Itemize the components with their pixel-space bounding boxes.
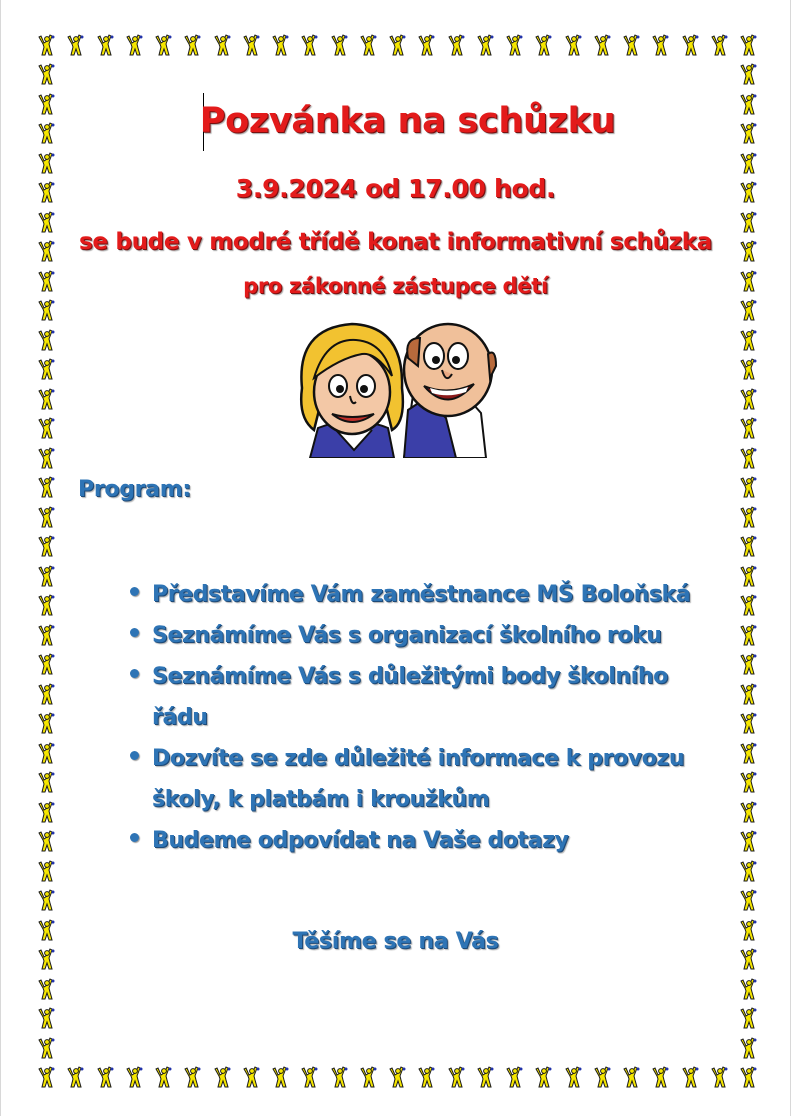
cheering-figure-icon — [741, 35, 757, 55]
bullet-icon — [130, 833, 139, 842]
cheering-figure-icon — [68, 1067, 84, 1087]
cheering-figure-icon — [39, 35, 55, 55]
cheering-figure-icon — [39, 300, 55, 320]
cheering-figure-icon — [39, 477, 55, 497]
cheering-figure-icon — [683, 1067, 699, 1087]
cheering-figure-icon — [302, 1067, 318, 1087]
cheering-figure-icon — [39, 890, 55, 910]
cheering-figure-icon — [215, 1067, 231, 1087]
smiling-couple-illustration — [296, 318, 506, 458]
cheering-figure-icon — [741, 536, 757, 556]
cheering-figure-icon — [741, 979, 757, 999]
cheering-figure-icon — [595, 1067, 611, 1087]
cheering-figure-icon — [39, 595, 55, 615]
cheering-figure-icon — [741, 1067, 757, 1087]
cheering-figure-icon — [39, 979, 55, 999]
cheering-figure-icon — [244, 1067, 260, 1087]
cheering-figure-icon — [741, 772, 757, 792]
cheering-figure-icon — [507, 1067, 523, 1087]
cheering-figure-icon — [302, 35, 318, 55]
cheering-figure-icon — [361, 35, 377, 55]
cheering-figure-icon — [712, 35, 728, 55]
cheering-figure-icon — [741, 477, 757, 497]
bullet-icon — [130, 628, 139, 637]
cheering-figure-icon — [39, 743, 55, 763]
cheering-figure-icon — [741, 713, 757, 733]
cheering-figure-icon — [741, 418, 757, 438]
cheering-figure-icon — [39, 389, 55, 409]
cheering-figure-icon — [741, 1008, 757, 1028]
cheering-figure-icon — [39, 802, 55, 822]
cheering-figure-icon — [244, 35, 260, 55]
cheering-figure-icon — [39, 566, 55, 586]
cheering-figure-icon — [185, 35, 201, 55]
bullet-icon — [130, 751, 139, 760]
cheering-figure-icon — [741, 389, 757, 409]
bullet-icon — [130, 587, 139, 596]
cheering-figure-icon — [98, 1067, 114, 1087]
cheering-figure-icon — [741, 153, 757, 173]
cheering-figure-icon — [449, 1067, 465, 1087]
cheering-figure-icon — [536, 35, 552, 55]
list-item: Seznámíme Vás s organizací školního roku — [128, 615, 708, 656]
cheering-figure-icon — [361, 1067, 377, 1087]
cheering-figure-icon — [741, 625, 757, 645]
cheering-figure-icon — [653, 1067, 669, 1087]
cheering-figure-icon — [39, 1038, 55, 1058]
cheering-figure-icon — [741, 359, 757, 379]
cheering-figure-icon — [39, 861, 55, 881]
cheering-figure-icon — [741, 684, 757, 704]
invitation-line-2: pro zákonné zástupce dětí — [243, 274, 548, 298]
cheering-figure-icon — [741, 1038, 757, 1058]
cheering-figure-icon — [536, 1067, 552, 1087]
cheering-figure-icon — [215, 35, 231, 55]
cheering-figure-icon — [68, 35, 84, 55]
cheering-figure-icon — [595, 35, 611, 55]
meeting-date-time: 3.9.2024 od 17.00 hod. — [235, 174, 556, 203]
program-list — [128, 574, 708, 861]
cheering-figure-icon — [390, 35, 406, 55]
program-heading: Program: — [78, 477, 191, 502]
cheering-figure-icon — [332, 1067, 348, 1087]
cheering-figure-icon — [741, 890, 757, 910]
cheering-figure-icon — [39, 654, 55, 674]
cheering-figure-icon — [478, 1067, 494, 1087]
cheering-figure-icon — [741, 831, 757, 851]
cheering-figure-icon — [39, 1067, 55, 1087]
cheering-figure-icon — [683, 35, 699, 55]
cheering-figure-icon — [39, 831, 55, 851]
invitation-title: Pozvánka na schůzku — [199, 101, 616, 141]
cheering-figure-icon — [98, 35, 114, 55]
cheering-figure-icon — [712, 1067, 728, 1087]
list-item: Dozvíte se zde důležité informace k provozu školy, k platbám i kroužkům — [128, 738, 708, 820]
list-item: Budeme odpovídat na Vaše dotazy — [128, 820, 708, 861]
cheering-figure-icon — [741, 566, 757, 586]
cheering-figure-icon — [653, 35, 669, 55]
cheering-figure-icon — [156, 35, 172, 55]
cheering-figure-icon — [566, 35, 582, 55]
cheering-figure-icon — [741, 595, 757, 615]
list-item: Představíme Vám zaměstnance MŠ Boloňská — [128, 574, 708, 615]
cheering-figure-icon — [419, 1067, 435, 1087]
cheering-figure-icon — [39, 684, 55, 704]
list-item: Seznámíme Vás s důležitými body školního řádu — [128, 656, 708, 738]
cheering-figure-icon — [741, 448, 757, 468]
cheering-figure-icon — [624, 35, 640, 55]
cheering-figure-icon — [390, 1067, 406, 1087]
cheering-figure-icon — [39, 153, 55, 173]
cheering-figure-icon — [566, 1067, 582, 1087]
cheering-figure-icon — [185, 1067, 201, 1087]
cheering-figure-icon — [39, 1008, 55, 1028]
cheering-figure-icon — [156, 1067, 172, 1087]
closing-text: Těšíme se na Vás — [292, 929, 499, 954]
cheering-figure-icon — [741, 802, 757, 822]
cheering-figure-icon — [449, 35, 465, 55]
cheering-figure-icon — [507, 35, 523, 55]
cheering-figure-icon — [39, 64, 55, 84]
cheering-figure-icon — [741, 743, 757, 763]
cheering-figure-icon — [741, 64, 757, 84]
cheering-figure-icon — [624, 1067, 640, 1087]
cheering-figure-icon — [39, 418, 55, 438]
cheering-figure-icon — [39, 625, 55, 645]
cheering-figure-icon — [39, 330, 55, 350]
cheering-figure-icon — [741, 507, 757, 527]
cheering-figure-icon — [478, 35, 494, 55]
cheering-figure-icon — [39, 772, 55, 792]
cheering-figure-icon — [741, 330, 757, 350]
bullet-icon — [130, 669, 139, 678]
cheering-figure-icon — [273, 1067, 289, 1087]
cheering-figure-icon — [39, 536, 55, 556]
cheering-figure-icon — [741, 300, 757, 320]
invitation-line-1: se bude v modré třídě konat informativní schůzka — [79, 229, 712, 255]
cheering-figure-icon — [39, 359, 55, 379]
cheering-figure-icon — [39, 713, 55, 733]
cheering-figure-icon — [39, 448, 55, 468]
cheering-figure-icon — [39, 507, 55, 527]
cheering-figure-icon — [419, 35, 435, 55]
cheering-figure-icon — [741, 861, 757, 881]
cheering-figure-icon — [127, 1067, 143, 1087]
cheering-figure-icon — [127, 35, 143, 55]
cheering-figure-icon — [741, 654, 757, 674]
cheering-figure-icon — [273, 35, 289, 55]
cheering-figure-icon — [332, 35, 348, 55]
